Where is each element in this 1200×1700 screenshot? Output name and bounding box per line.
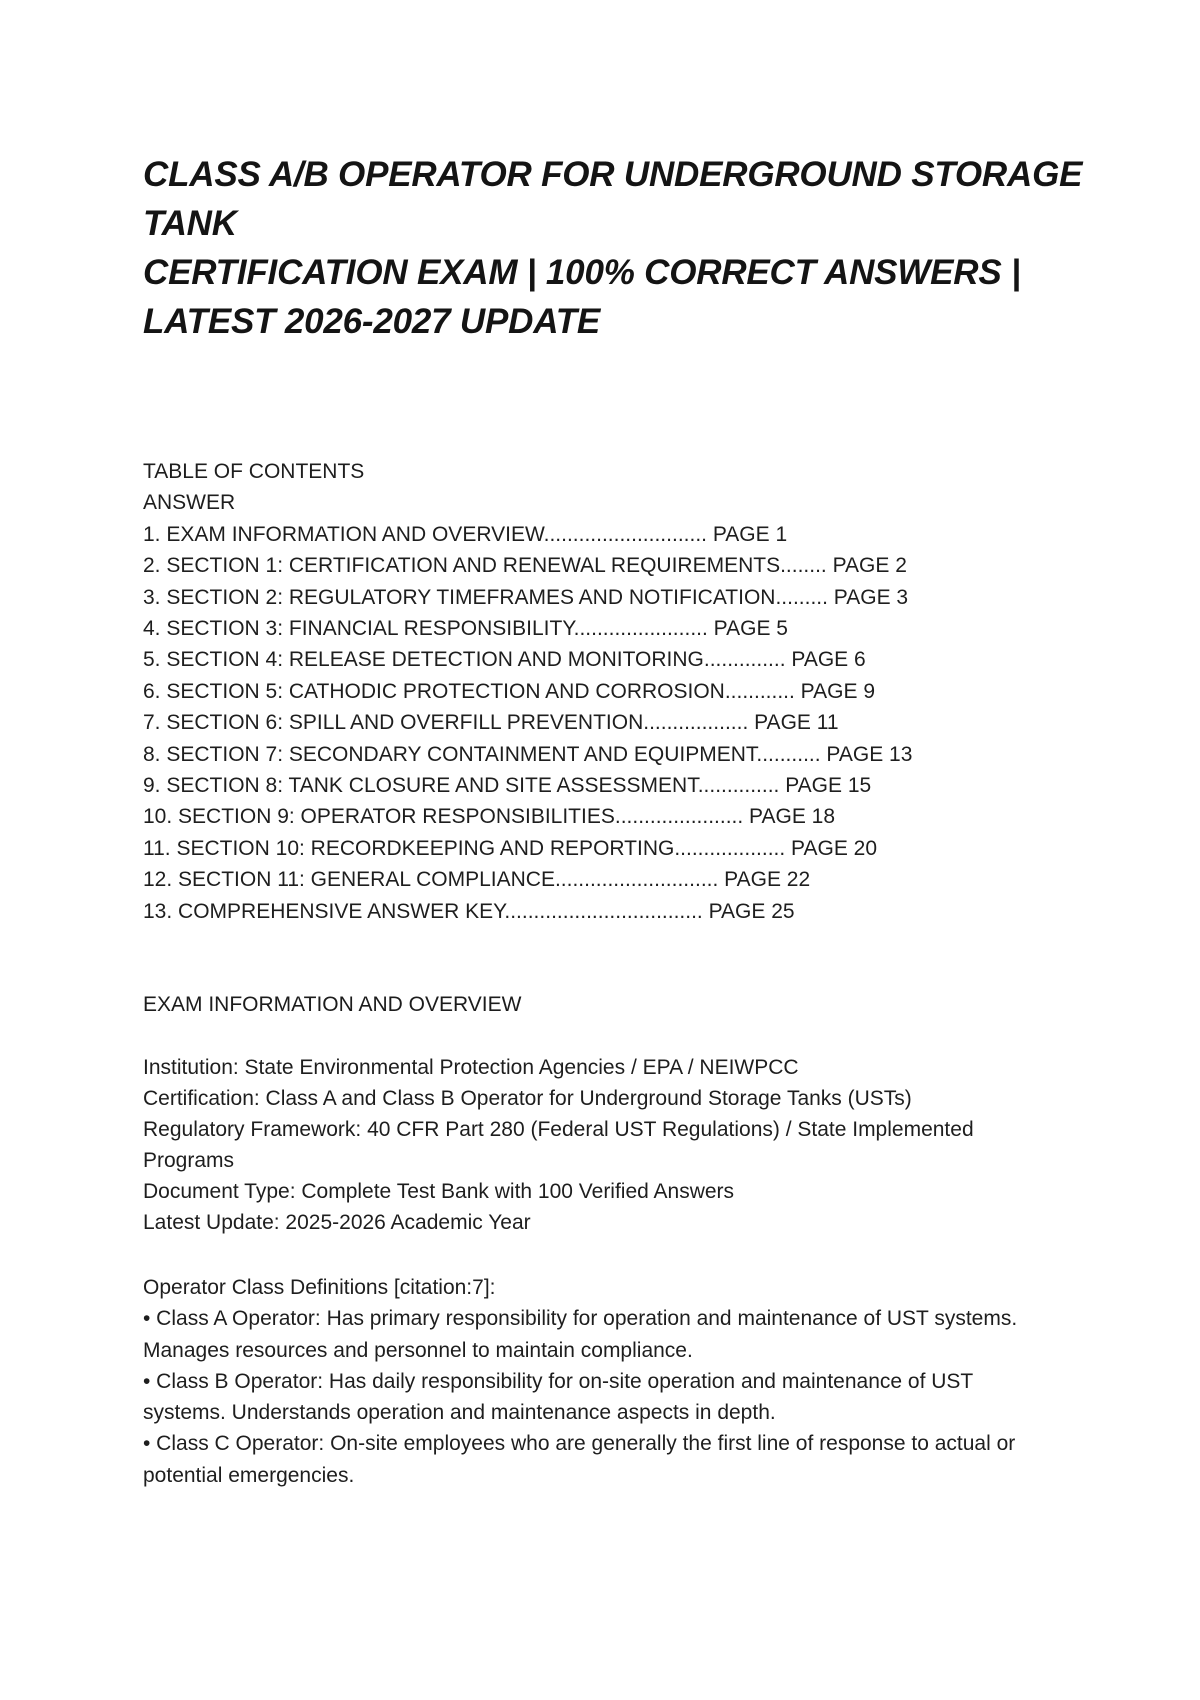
toc-item: 10. SECTION 9: OPERATOR RESPONSIBILITIES...................... PAGE 18: [143, 805, 836, 829]
definition-line: systems. Understands operation and maintenance aspects in depth.: [143, 1401, 776, 1425]
toc-item: 7. SECTION 6: SPILL AND OVERFILL PREVENTION.................. PAGE 11: [143, 711, 839, 735]
definition-line: potential emergencies.: [143, 1463, 355, 1487]
toc-item: 8. SECTION 7: SECONDARY CONTAINMENT AND EQUIPMENT........... PAGE 13: [143, 742, 913, 766]
definition-line: • Class B Operator: Has daily responsibility for on-site operation and maintenance of UST: [143, 1369, 974, 1393]
toc-item: 4. SECTION 3: FINANCIAL RESPONSIBILITY....................... PAGE 5: [143, 617, 788, 641]
toc-item: 6. SECTION 5: CATHODIC PROTECTION AND CORROSION............ PAGE 9: [143, 679, 875, 703]
exam-info-line: Document Type: Complete Test Bank with 100 Verified Answers: [143, 1180, 735, 1203]
toc-heading: TABLE OF CONTENTS: [143, 460, 365, 483]
operator-class-definitions: [143, 1272, 1093, 1491]
toc-item: 11. SECTION 10: RECORDKEEPING AND REPORTING................... PAGE 20: [143, 836, 878, 860]
exam-info-line: Institution: State Environmental Protection Agencies / EPA / NEIWPCC: [143, 1056, 799, 1079]
title-line: TANK: [143, 204, 237, 243]
exam-info-block: [143, 1052, 1093, 1238]
exam-info-line: Regulatory Framework: 40 CFR Part 280 (Federal UST Regulations) / State Implemented: [143, 1118, 974, 1141]
title-line: LATEST 2026-2027 UPDATE: [143, 302, 601, 341]
toc-item: 12. SECTION 11: GENERAL COMPLIANCE............................ PAGE 22: [143, 868, 811, 892]
toc-item: 2. SECTION 1: CERTIFICATION AND RENEWAL REQUIREMENTS........ PAGE 2: [143, 554, 907, 578]
toc-subheading: ANSWER: [143, 491, 236, 515]
definitions-heading: Operator Class Definitions [citation:7]:: [143, 1276, 496, 1299]
toc-item: 1. EXAM INFORMATION AND OVERVIEW............................ PAGE 1: [143, 522, 788, 546]
exam-info-line: Certification: Class A and Class B Operator for Underground Storage Tanks (USTs): [143, 1087, 912, 1110]
title-line: CERTIFICATION EXAM | 100% CORRECT ANSWERS |: [143, 253, 1021, 292]
table-of-contents: [143, 456, 1093, 927]
toc-item: 13. COMPREHENSIVE ANSWER KEY.................................. PAGE 25: [143, 899, 795, 923]
toc-item: 3. SECTION 2: REGULATORY TIMEFRAMES AND NOTIFICATION......... PAGE 3: [143, 585, 909, 609]
exam-info-line: Programs: [143, 1149, 235, 1172]
exam-info-heading: EXAM INFORMATION AND OVERVIEW: [143, 993, 522, 1016]
definition-line: • Class C Operator: On-site employees who are generally the first line of response to actual or: [143, 1432, 1016, 1456]
document-title: [143, 150, 1093, 346]
exam-info-line: Latest Update: 2025-2026 Academic Year: [143, 1211, 531, 1234]
toc-item: 9. SECTION 8: TANK CLOSURE AND SITE ASSESSMENT.............. PAGE 15: [143, 774, 872, 798]
toc-item: 5. SECTION 4: RELEASE DETECTION AND MONITORING.............. PAGE 6: [143, 648, 866, 672]
title-line: CLASS A/B OPERATOR FOR UNDERGROUND STORAGE: [143, 155, 1083, 194]
definition-line: Manages resources and personnel to maintain compliance.: [143, 1338, 693, 1362]
definition-line: • Class A Operator: Has primary responsibility for operation and maintenance of UST systems.: [143, 1307, 1018, 1331]
